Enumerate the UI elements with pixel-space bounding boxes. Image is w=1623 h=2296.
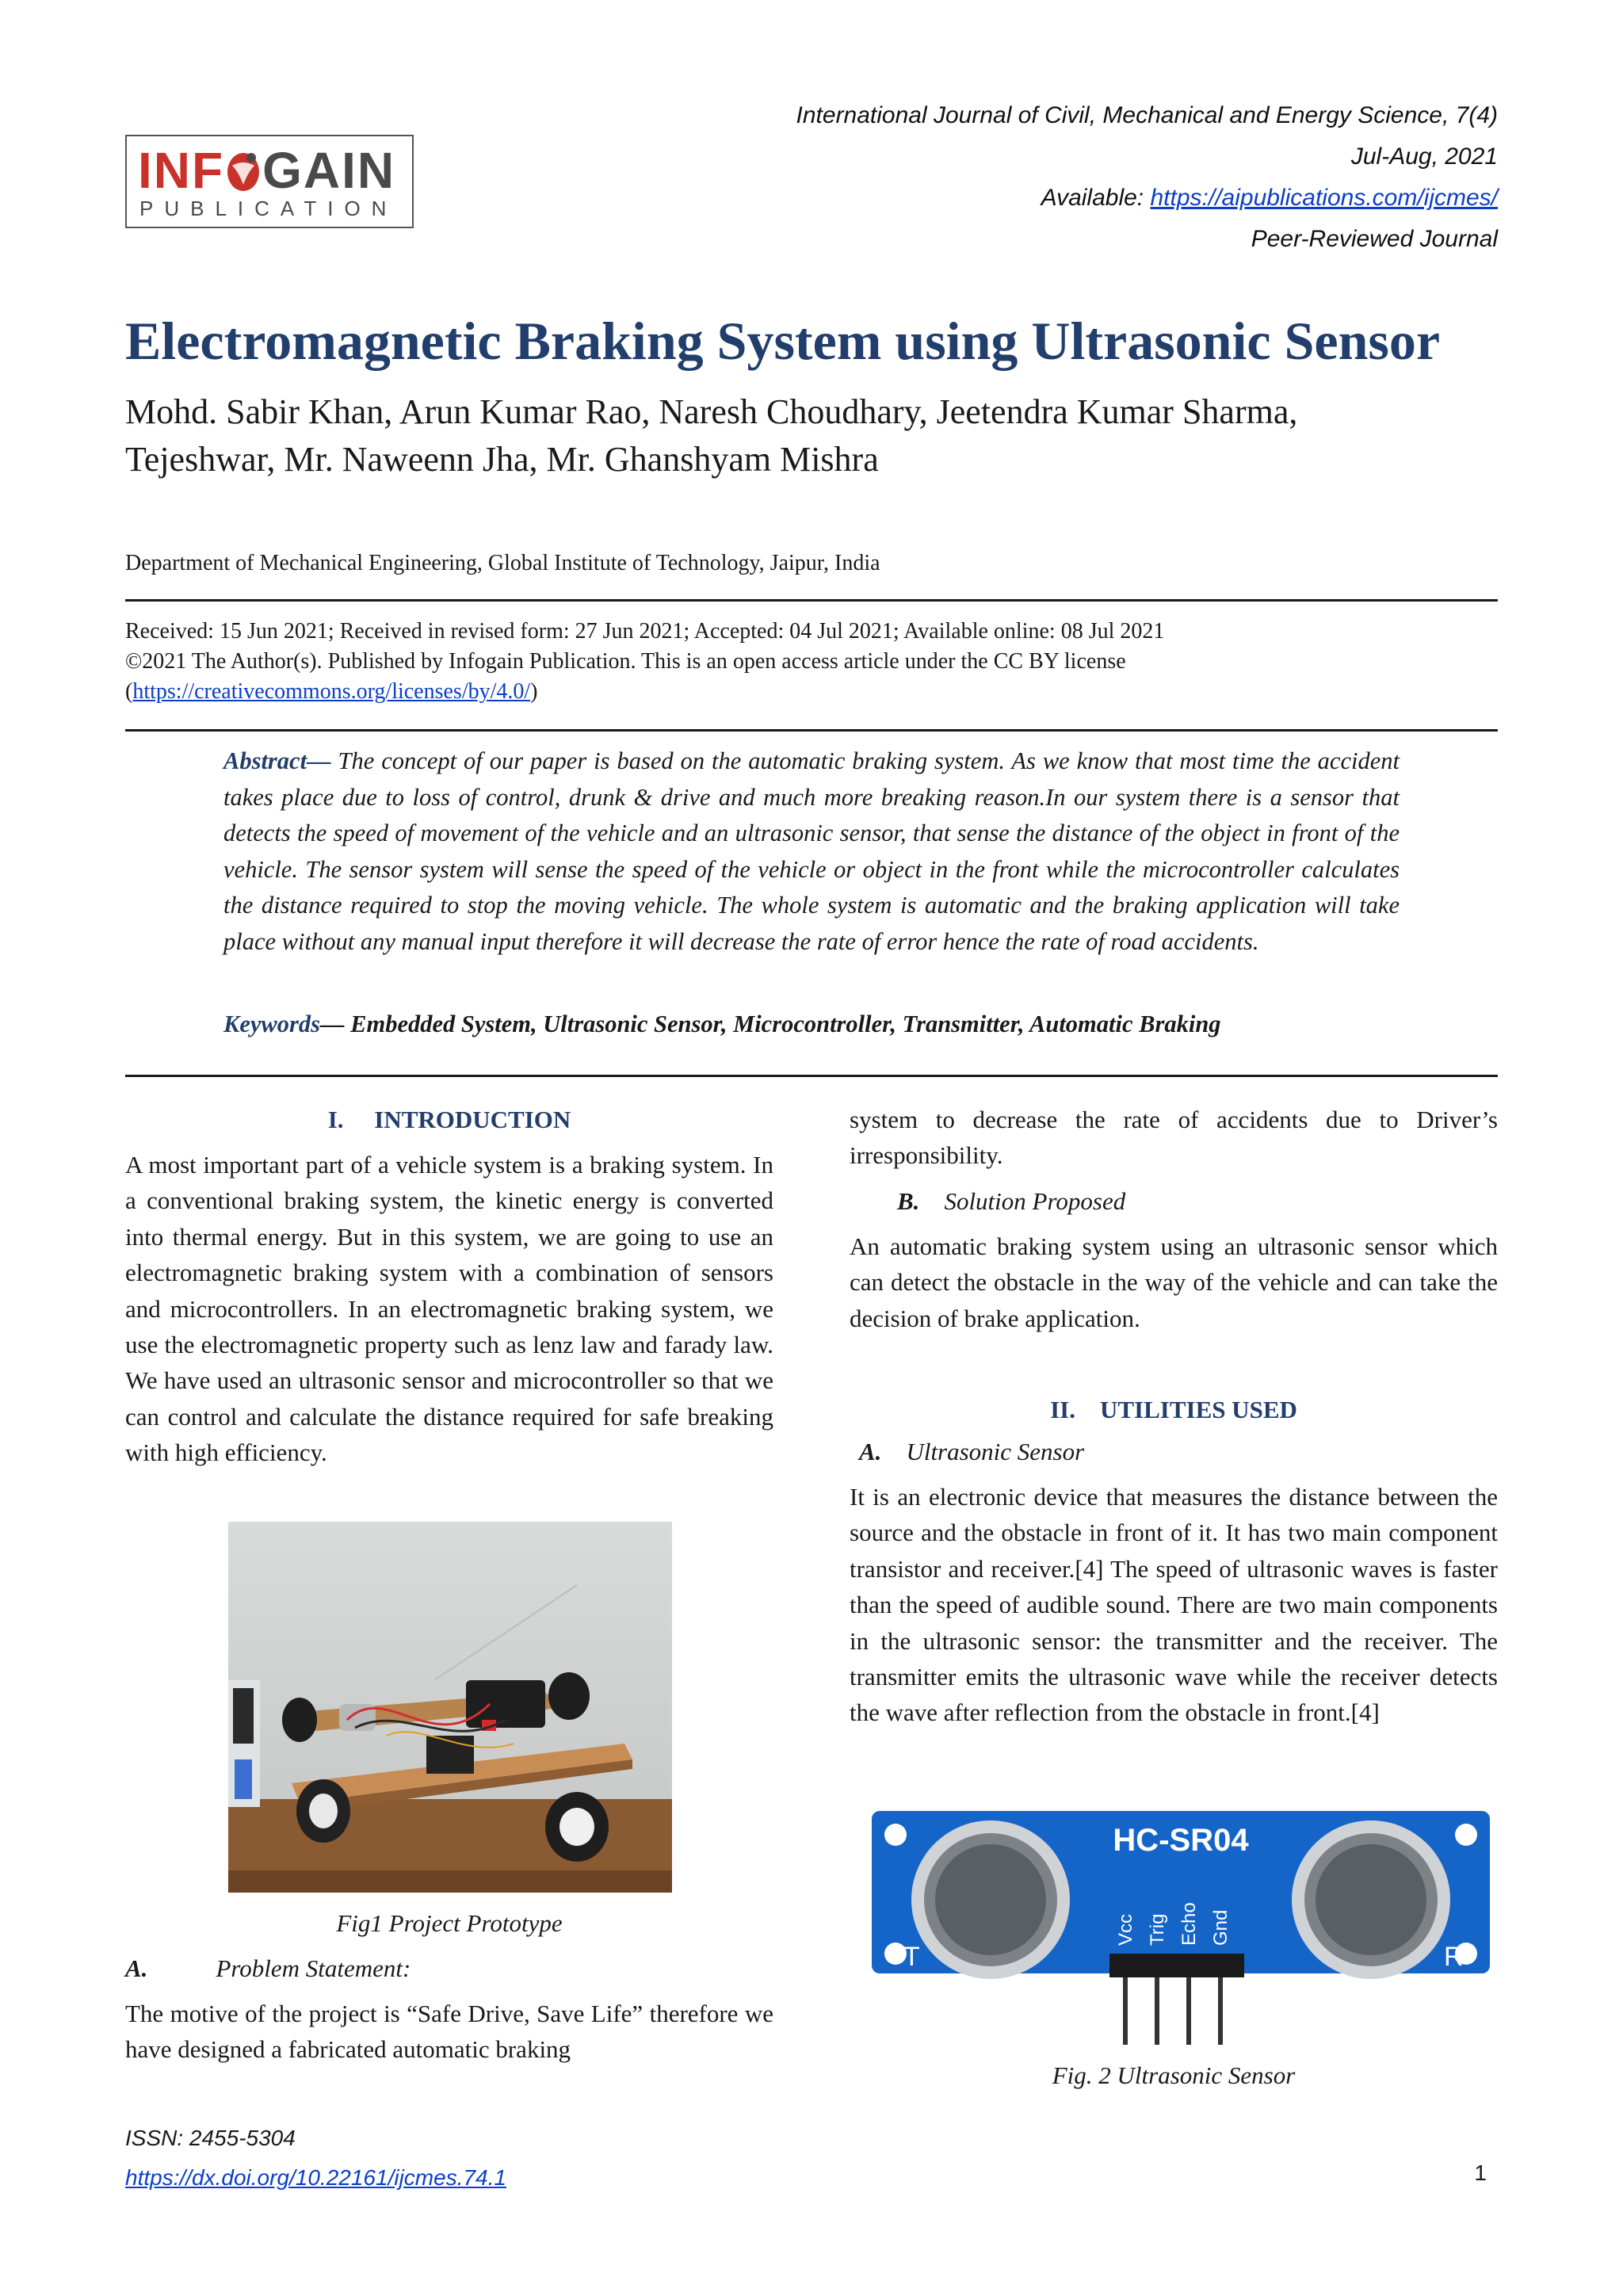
ultrasonic-paragraph: It is an electronic device that measures the distance between the source and the obstacle in front of it. It has two main component transistor and receiver.[4] The speed of ultrasonic waves is faster than the speed of audible sound. There are two main components in the ultrasonic sensor: the transmitter and the receiver. The transmitter emits the ultrasonic wave while the receiver detects the wave after reflection from the obstacle in front.[4] [850, 1483, 1498, 1727]
subsection-title: Problem Statement: [216, 1954, 411, 1982]
figure-prototype-photo [228, 1522, 672, 1893]
footer-issn: ISSN: 2455-5304 [125, 2126, 296, 2150]
affiliation: Department of Mechanical Engineering, Global Institute of Technology, Jaipur, India [125, 551, 880, 575]
subsection-number: A. [859, 1438, 882, 1466]
journal-review-status: Peer-Reviewed Journal [1251, 226, 1498, 252]
journal-name: International Journal of Civil, Mechanical and Energy Science, 7(4) [796, 102, 1498, 128]
footer-doi [125, 2160, 506, 2195]
pin-label-gnd: Gnd [1210, 1909, 1232, 1946]
left-column [125, 1102, 773, 1471]
logo-text-right: GAIN [262, 142, 396, 199]
figure-1-caption: Fig1 Project Prototype [336, 1909, 563, 1937]
page-number: 1 [1474, 2160, 1487, 2185]
prototype-image [228, 1522, 672, 1893]
pin-label-trig: Trig [1147, 1913, 1168, 1946]
abstract-text: The concept of our paper is based on the automatic braking system. As we know that most time the accident takes place due to loss of control, drunk & drive and much more breaking reason.In our system there is a sensor that detects the speed of movement of the vehicle and an ultrasonic sensor, that sense the distance of the object in front of the vehicle. The sensor system will sense the speed of the vehicle or object in the front while the microcontroller calculates the distance required to stop the moving vehicle. The whole system is automatic and the braking application will take place without any manual input therefore it will decrease the rate of error hence the rate of road accidents. [223, 747, 1400, 955]
sensor-image [872, 1811, 1490, 2049]
figure-2-caption: Fig. 2 Ultrasonic Sensor [1052, 2061, 1296, 2089]
figure-ultrasonic-sensor [872, 1811, 1490, 2049]
intro-paragraph: A most important part of a vehicle system is a braking system. In a conventional braking system, the kinetic energy is converted into thermal energy. But in this system, we are going to use an electromagnetic braking system with a combination of sensors and microcontrollers. In an electromagnetic braking system, we use the electromagnetic property such as lenz law and farady law. We have used an ultrasonic sensor and microcontroller so that we can control and calculate the distance required for safe breaking with high efficiency. [125, 1151, 773, 1467]
journal-issue: Jul-Aug, 2021 [1350, 143, 1498, 170]
abstract-label: Abstract— [223, 747, 331, 774]
problem-paragraph-continued: system to decrease the rate of accidents due to Driver’s irresponsibility. [850, 1106, 1498, 1170]
license-paren-close: ) [530, 679, 538, 704]
sensor-model-label: HC-SR04 [1113, 1823, 1249, 1858]
subsection-ultrasonic-sensor [850, 1434, 1498, 1469]
paper-title: Electromagnetic Braking System using Ultrasonic Sensor [125, 311, 1441, 371]
receiver-label: R [1444, 1942, 1464, 1972]
transmitter-label: T [903, 1942, 920, 1972]
divider-top [125, 599, 1498, 602]
authors-line-2: Tejeshwar, Mr. Naweenn Jha, Mr. Ghanshyam Mishra [125, 440, 879, 479]
subsection-number: A. [125, 1954, 148, 1982]
solution-paragraph: An automatic braking system using an ultrasonic sensor which can detect the obstacle in the way of the vehicle and can take the decision of brake application. [850, 1232, 1498, 1332]
subsection-solution-proposed [850, 1183, 1498, 1219]
doi-link[interactable]: https://dx.doi.org/10.22161/ijcmes.74.1 [125, 2165, 506, 2190]
pin-label-vcc: Vcc [1115, 1913, 1136, 1946]
section-heading-utilities [850, 1392, 1498, 1427]
license-url-line [125, 677, 1498, 707]
dates-line: Received: 15 Jun 2021; Received in revised form: 27 Jun 2021; Accepted: 04 Jul 2021; Available online: 08 Jul 2021 [125, 619, 1165, 644]
section-number: I. [327, 1106, 344, 1133]
abstract [223, 743, 1400, 960]
keywords [223, 1007, 1400, 1041]
section-heading-introduction [125, 1102, 773, 1137]
divider-body [125, 1075, 1498, 1077]
authors-line-1: Mohd. Sabir Khan, Arun Kumar Rao, Naresh Choudhary, Jeetendra Kumar Sharma, [125, 392, 1298, 431]
license-line: ©2021 The Author(s). Published by Infogain Publication. This is an open access article under the CC BY license [125, 649, 1126, 674]
publisher-logo [125, 135, 414, 228]
problem-paragraph: The motive of the project is “Safe Drive, Save Life” therefore we have designed a fabricated automatic braking [125, 2000, 773, 2064]
logo-wordmark [138, 143, 395, 198]
right-column [850, 1102, 1498, 1731]
license-url-link[interactable]: https://creativecommons.org/licenses/by/4.0/ [132, 679, 531, 704]
receiver-icon [1292, 1820, 1450, 1979]
publication-dates [125, 617, 1498, 707]
license-paren-open: ( [125, 679, 133, 704]
section-title: INTRODUCTION [374, 1106, 571, 1133]
subsection-title: Solution Proposed [944, 1186, 1126, 1215]
subsection-number: B. [897, 1186, 920, 1215]
subsection-problem-statement [125, 1950, 773, 1986]
keywords-label: Keywords [223, 1010, 320, 1037]
journal-url-link[interactable]: https://aipublications.com/ijcmes/ [1150, 185, 1498, 211]
globe-icon [224, 148, 262, 193]
logo-subtitle: PUBLICATION [139, 197, 398, 220]
section-title: UTILITIES USED [1099, 1396, 1297, 1424]
left-column-lower [125, 1905, 773, 2068]
keywords-text: — Embedded System, Ultrasonic Sensor, Microcontroller, Transmitter, Automatic Braking [320, 1010, 1221, 1037]
pin-label-echo: Echo [1178, 1902, 1200, 1946]
subsection-title: Ultrasonic Sensor [906, 1438, 1085, 1466]
journal-availability [547, 178, 1498, 219]
divider-abstract [125, 729, 1498, 732]
available-label: Available: [1041, 185, 1151, 211]
transmitter-icon [911, 1820, 1070, 1979]
paper-authors [125, 388, 1504, 483]
section-number: II. [1050, 1396, 1075, 1424]
logo-text-left: INF [138, 142, 225, 199]
